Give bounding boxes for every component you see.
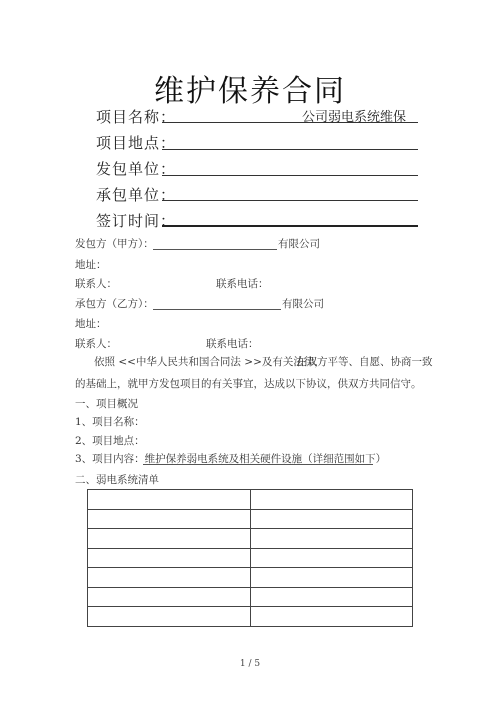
client-unit-line — [162, 175, 418, 176]
page-number: 1 / 5 — [239, 659, 261, 669]
table-cell — [250, 587, 413, 607]
table-cell — [88, 548, 251, 568]
party-a-name-line — [153, 249, 277, 250]
table-cell — [88, 587, 251, 607]
client-unit-label: 发包单位： — [96, 160, 177, 178]
signing-date-line — [162, 225, 418, 227]
party-a-phone-label: 联系电话： — [216, 278, 269, 290]
section-1-item-3: 3、项目内容：维护保养弱电系统及相关硬件设施（详细范围如下） — [75, 453, 387, 465]
weak-current-system-table — [87, 489, 413, 627]
table-row — [88, 490, 413, 510]
party-b-name-line — [153, 309, 281, 310]
preamble-line-1b: 在双方平等、自愿、协商一致 — [296, 356, 433, 368]
signing-date-label: 签订时间： — [96, 212, 177, 230]
party-b-label: 承包方（乙方）： — [75, 298, 154, 310]
table-cell — [88, 568, 251, 588]
project-location-line — [162, 149, 418, 150]
party-b-phone-label: 联系电话： — [206, 338, 259, 350]
table-cell — [250, 568, 413, 588]
table-cell — [88, 490, 251, 510]
table-cell — [250, 548, 413, 568]
section-1-item-2: 2、项目地点： — [75, 435, 145, 447]
project-name-label: 项目名称： — [96, 108, 177, 126]
table-cell — [250, 509, 413, 529]
preamble-line-2: 的基础上，就甲方发包项目的有关事宜，达成以下协议，供双方共同信守。 — [75, 378, 422, 390]
table-cell — [250, 490, 413, 510]
table-row — [88, 587, 413, 607]
table-row — [88, 607, 413, 627]
contractor-unit-label: 承包单位： — [96, 186, 177, 204]
project-location-label: 项目地点： — [96, 134, 177, 152]
table-cell — [250, 607, 413, 627]
table-row — [88, 529, 413, 549]
party-a-contact-label: 联系人： — [75, 278, 117, 290]
section-1-heading: 一、项目概况 — [75, 398, 138, 410]
party-a-suffix: 有限公司 — [278, 238, 320, 250]
party-b-suffix: 有限公司 — [282, 298, 324, 310]
table-row — [88, 509, 413, 529]
party-b-contact-label: 联系人： — [75, 338, 117, 350]
table-cell — [250, 529, 413, 549]
section-1-item-1: 1、项目名称： — [75, 416, 145, 428]
table-row — [88, 568, 413, 588]
document-title: 维护保养合同 — [154, 74, 346, 109]
contractor-unit-line — [162, 200, 418, 201]
project-name-value: 公司弱电系统维保 — [302, 110, 407, 125]
party-a-address-label: 地址： — [75, 259, 107, 271]
preamble-line-1a: 依照 <<中华人民共和国合同法 >>及有关法律， — [94, 356, 325, 368]
project-content-underline — [143, 464, 373, 465]
table-cell — [88, 607, 251, 627]
table-row — [88, 548, 413, 568]
party-a-label: 发包方（甲方）： — [75, 238, 154, 250]
section-2-heading: 二、弱电系统清单 — [75, 474, 159, 486]
table-cell — [88, 509, 251, 529]
party-b-address-label: 地址： — [75, 318, 107, 330]
table-cell — [88, 529, 251, 549]
